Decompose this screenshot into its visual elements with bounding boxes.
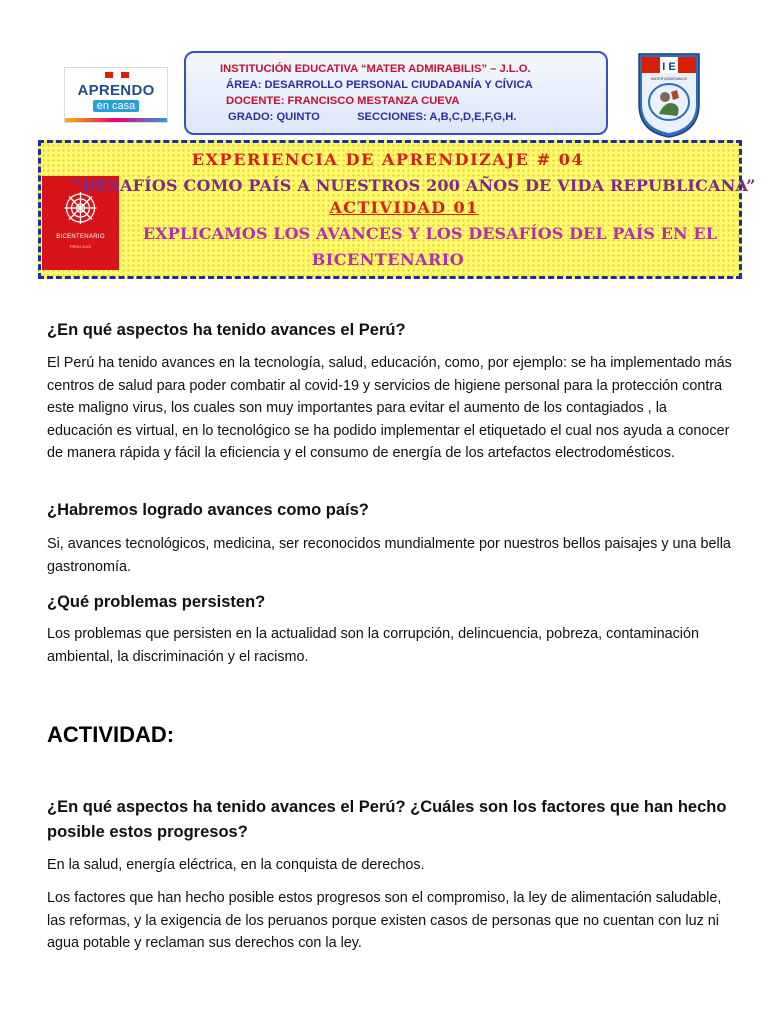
answer-4: En la salud, energía eléctrica, en la conquista de derechos. <box>47 857 425 873</box>
activity-title-line1: EXPLICAMOS LOS AVANCES Y LOS DESAFÍOS DEL PAÍS EN EL <box>142 224 718 243</box>
question-3: ¿Qué problemas persisten? <box>47 593 266 611</box>
theme-title: “DESAFÍOS COMO PAÍS A NUESTROS 200 AÑOS DE VIDA REPUBLICANA” <box>72 176 756 195</box>
aprendo-en-casa-logo <box>64 67 168 123</box>
bicentenario-subtext: PERÚ 2021 <box>69 244 92 249</box>
question-2: ¿Habremos logrado avances como país? <box>47 501 369 519</box>
activity-heading: ACTIVIDAD: <box>47 722 175 747</box>
area-line: ÁREA: DESARROLLO PERSONAL CIUDADANÍA Y CÍVICA <box>226 79 533 91</box>
crest-caption: MATER ADMIRABILIS <box>651 77 687 81</box>
logo-color-bar <box>65 118 167 122</box>
school-crest-icon <box>637 52 701 138</box>
school-info-box <box>184 51 608 135</box>
answer-1: El Perú ha tenido avances en la tecnología, salud, educación, como, por ejemplo: se ha implementado más centros de salud para poder combatir al covid-19 y servicios de higiene personal para la protección contra este maligno virus, los cuales son muy importantes para evitar el aumento de los contagiados , la educación es virtual, en lo tecnológico se ha podido implementar el etiquetado el cual nos ayuda a conocer de manera rápida y fácil la eficiencia y el consumo de energía de los artefactos electrodomésticos. <box>47 355 732 462</box>
answer-3: Los problemas que persisten en la actualidad son la corrupción, delincuencia, pobreza, contaminación ambiental, la discriminación y el racismo. <box>47 626 699 665</box>
question-4: ¿En qué aspectos ha tenido avances el Perú? ¿Cuáles son los factores que han hecho posible estos progresos? <box>47 798 727 841</box>
crest-letters: I E <box>662 61 676 73</box>
answer-2: Si, avances tecnológicos, medicina, ser reconocidos mundialmente por nuestros bellos paisajes y una bella gastronomía. <box>47 536 731 575</box>
experience-title: EXPERIENCIA DE APRENDIZAJE # 04 <box>191 150 585 169</box>
grade-sections-line: GRADO: QUINTO SECCIONES: A,B,C,D,E,F,G,H. <box>228 111 517 123</box>
en-casa-logo-text: en casa <box>65 100 167 112</box>
institution-name: INSTITUCIÓN EDUCATIVA “MATER ADMIRABILIS” – J.L.O. <box>220 63 531 75</box>
teacher-line: DOCENTE: FRANCISCO MESTANZA CUEVA <box>226 95 460 107</box>
answer-5: Los factores que han hecho posible estos progresos son el compromiso, la ley de alimentación saludable, las reformas, y la exigencia de los peruanos porque existen casos de personas que no cuentan con luz ni agua potable y reclaman sus derechos con la ley. <box>47 890 722 952</box>
question-1: ¿En qué aspectos ha tenido avances el Perú? <box>47 321 406 339</box>
bicentenario-text: BICENTENARIO <box>56 234 105 240</box>
peru-flag-icon <box>105 72 129 78</box>
activity-number: ACTIVIDAD 01 <box>329 198 479 217</box>
aprendo-logo-text: APRENDO <box>77 82 155 99</box>
activity-title-line2: BICENTENARIO <box>311 250 465 269</box>
